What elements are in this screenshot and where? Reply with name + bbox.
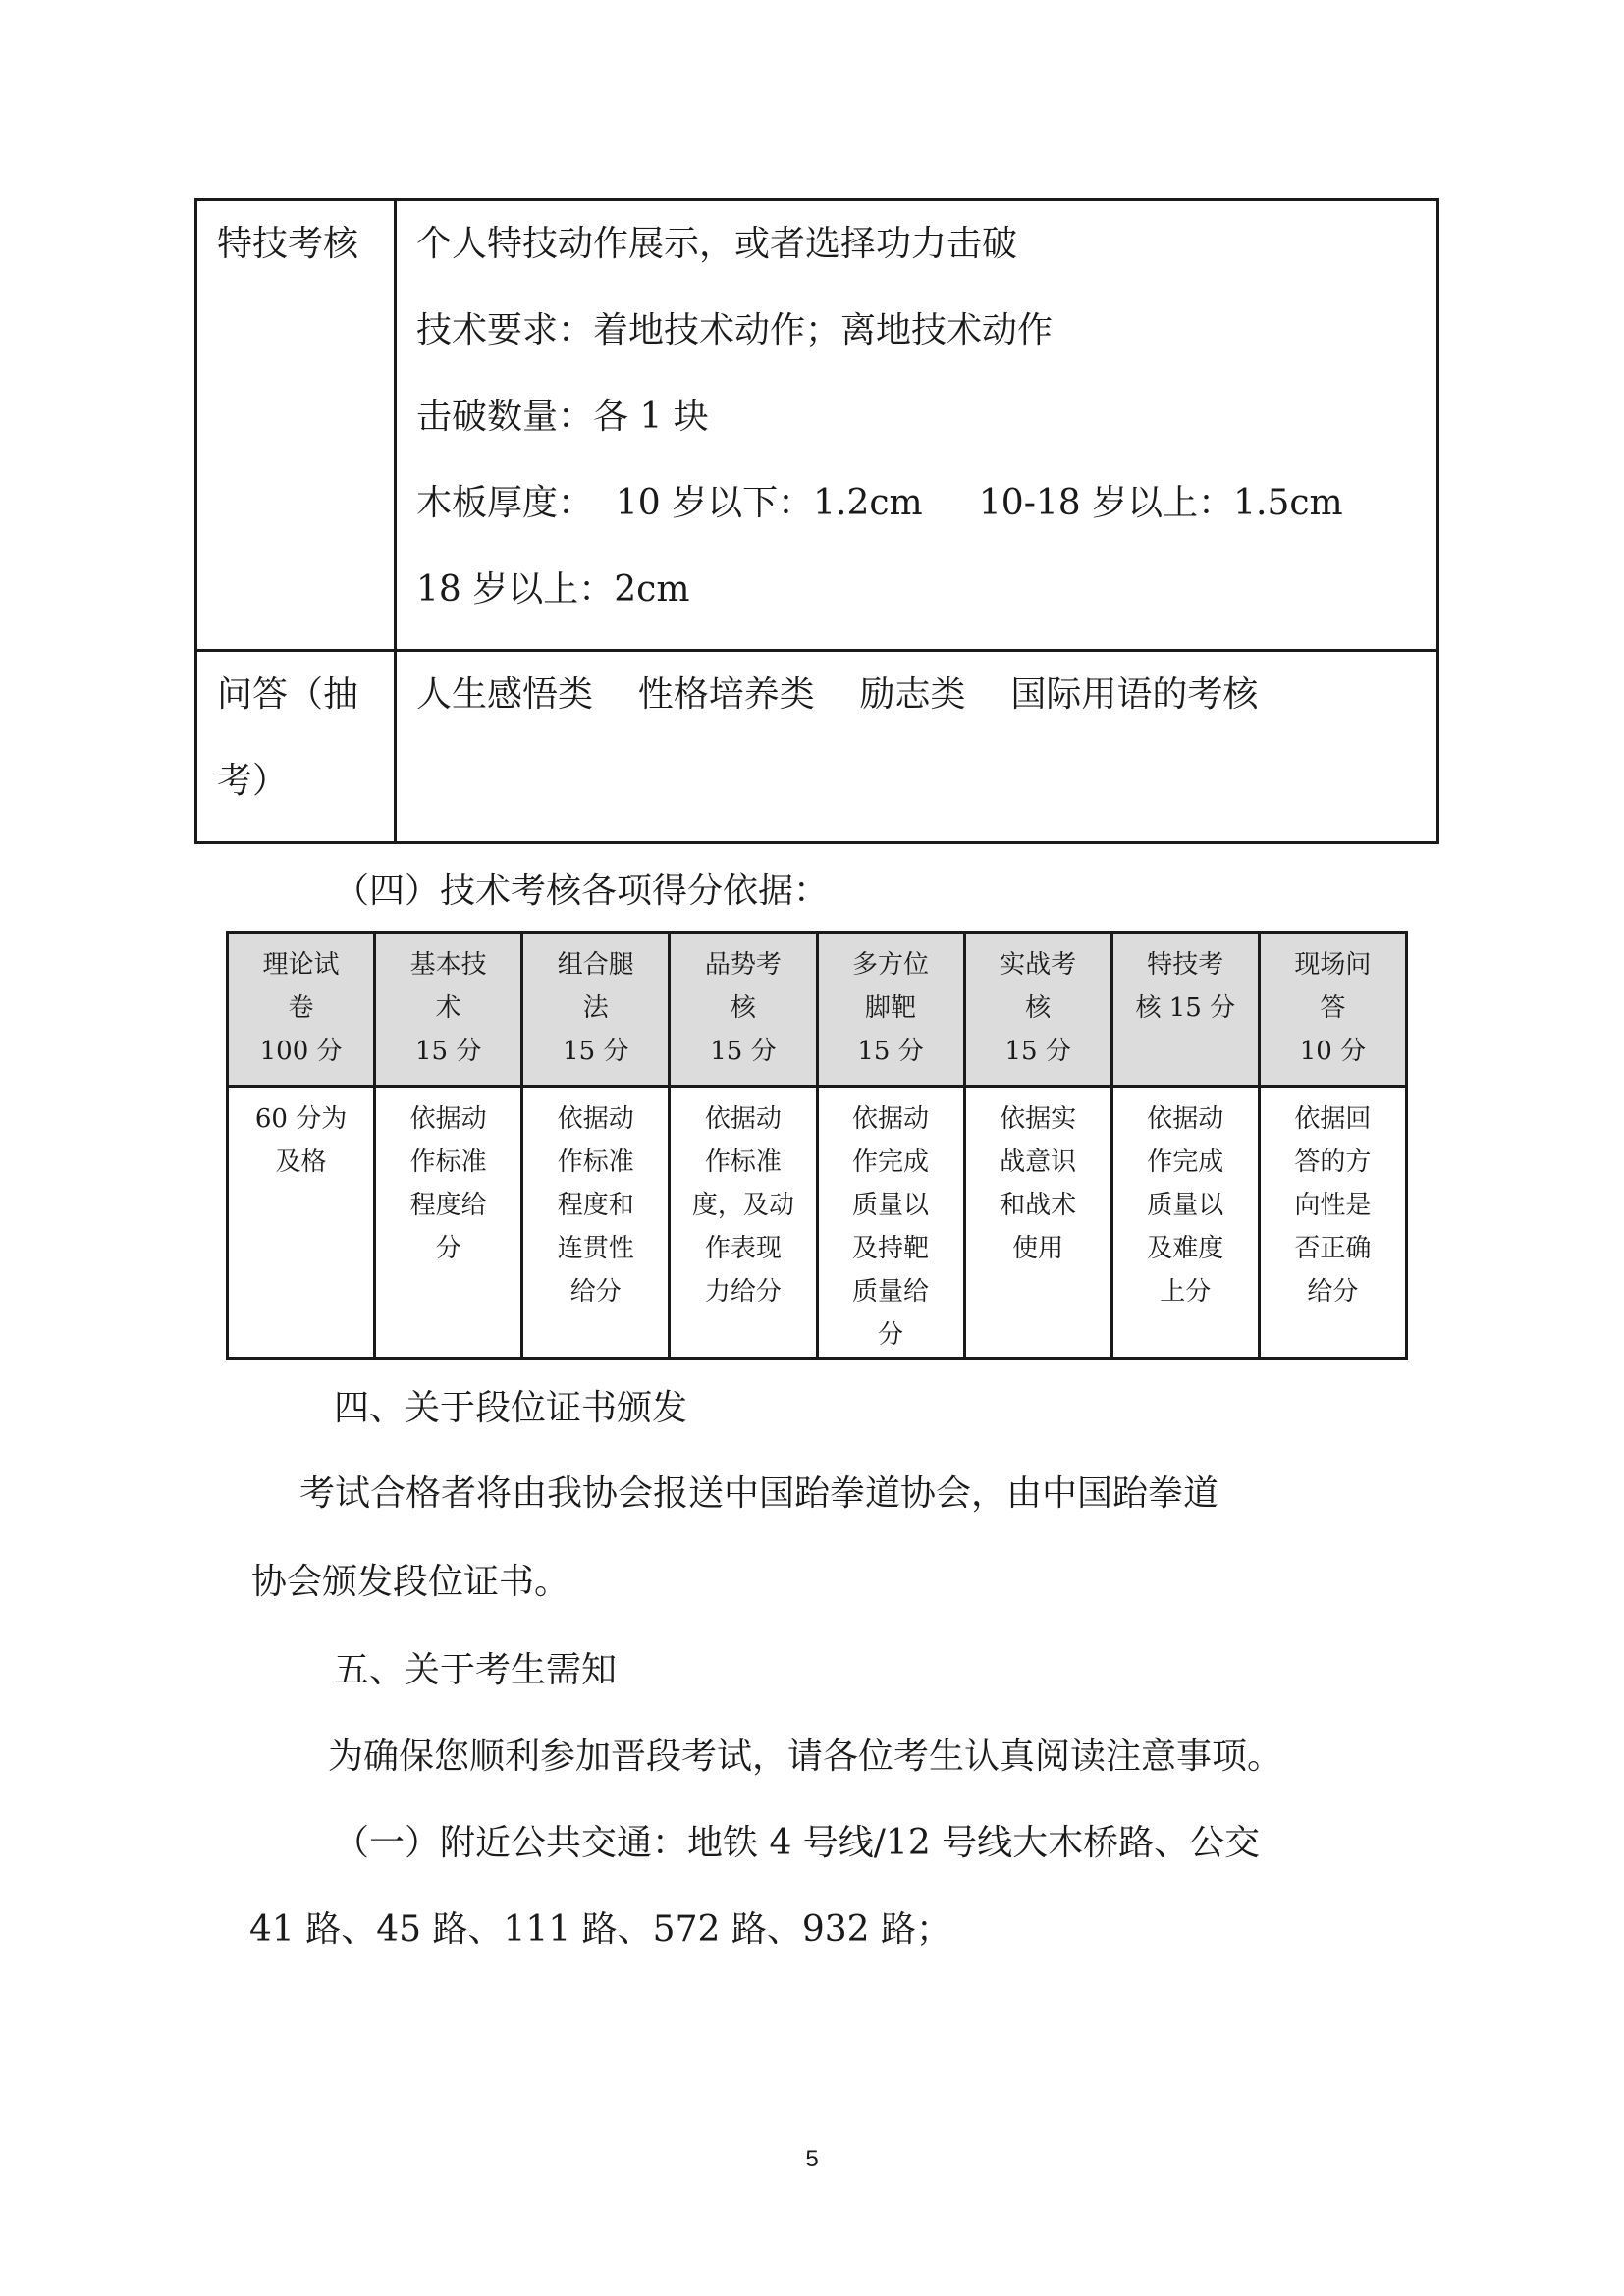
header-cell	[817, 933, 964, 1087]
row-label: 问答（抽	[217, 674, 359, 715]
section-heading: 五、关于考生需知	[334, 1650, 618, 1690]
header-cell	[522, 933, 670, 1087]
table-row	[196, 200, 1438, 651]
criteria-text: 作完成	[852, 1148, 930, 1177]
header-text: 组合腿	[557, 950, 634, 980]
criteria-text: 作标准	[557, 1148, 634, 1177]
criteria-text: 和战术	[1000, 1191, 1077, 1220]
criteria-text: 连贯性	[557, 1234, 634, 1263]
header-text: 15 分	[563, 1037, 629, 1066]
row-label: 考）	[217, 761, 289, 801]
criteria-text: 上分	[1160, 1277, 1212, 1307]
criteria-text: 使用	[1012, 1234, 1064, 1263]
criteria-text: 质量给	[852, 1277, 930, 1307]
header-text: 术	[435, 993, 461, 1023]
criteria-text: 作表现	[704, 1234, 782, 1263]
header-cell	[1259, 933, 1406, 1087]
content-line: 人生感悟类 性格培养类 励志类 国际用语的考核	[416, 674, 1259, 715]
row-label: 特技考核	[217, 224, 359, 264]
header-text: 15 分	[415, 1037, 482, 1066]
header-text: 实战考	[1000, 950, 1077, 980]
exam-items-table	[194, 198, 1439, 844]
criteria-text: 作完成	[1147, 1148, 1224, 1177]
header-text: 15 分	[1004, 1037, 1071, 1066]
criteria-text: 分	[435, 1234, 461, 1263]
criteria-text: 及格	[275, 1148, 327, 1177]
criteria-cell	[1111, 1087, 1259, 1359]
criteria-text: 程度给	[409, 1191, 487, 1220]
header-cell	[964, 933, 1111, 1087]
content-line: 18 岁以上：2cm	[416, 569, 690, 610]
header-row	[228, 933, 1407, 1087]
criteria-text: 战意识	[1000, 1148, 1077, 1177]
criteria-text: 向性是	[1294, 1191, 1372, 1220]
header-text: 15 分	[710, 1037, 777, 1066]
header-cell	[228, 933, 375, 1087]
criteria-text: 依据动	[704, 1104, 782, 1134]
header-text: 卷	[288, 993, 314, 1023]
content-line: 技术要求：着地技术动作；离地技术动作	[416, 310, 1054, 350]
header-text: 100 分	[259, 1037, 343, 1066]
criteria-cell	[817, 1087, 964, 1359]
score-heading: （四）技术考核各项得分依据：	[334, 871, 830, 911]
criteria-cell	[228, 1087, 375, 1359]
header-text: 品势考	[704, 950, 782, 980]
criteria-text: 分	[878, 1320, 904, 1350]
criteria-text: 及持靶	[852, 1234, 930, 1263]
row-content-cell	[396, 200, 1438, 651]
criteria-text: 作标准	[704, 1148, 782, 1177]
paragraph-line: （一）附近公共交通：地铁 4 号线/12 号线大木桥路、公交	[334, 1823, 1261, 1863]
header-cell	[1111, 933, 1259, 1087]
criteria-text: 给分	[569, 1277, 622, 1307]
criteria-cell	[522, 1087, 670, 1359]
criteria-text: 依据动	[409, 1104, 487, 1134]
header-text: 法	[582, 993, 609, 1023]
header-text: 核 15 分	[1135, 993, 1236, 1023]
criteria-cell	[1259, 1087, 1406, 1359]
criteria-text: 程度和	[557, 1191, 634, 1220]
page-number: 5	[805, 2146, 819, 2172]
header-text: 基本技	[409, 950, 487, 980]
header-text: 15 分	[857, 1037, 924, 1066]
criteria-text: 依据动	[557, 1104, 634, 1134]
row-label-cell	[196, 200, 396, 651]
header-cell	[375, 933, 522, 1087]
header-text: 10 分	[1299, 1037, 1367, 1066]
header-text: 多方位	[852, 950, 930, 980]
criteria-row	[228, 1087, 1407, 1359]
content-line: 个人特技动作展示，或者选择功力击破	[416, 224, 1018, 264]
criteria-text: 力给分	[704, 1277, 782, 1307]
criteria-cell	[375, 1087, 522, 1359]
paragraph-line: 考试合格者将由我协会报送中国跆拳道协会，由中国跆拳道	[299, 1473, 1219, 1514]
criteria-cell	[964, 1087, 1111, 1359]
criteria-text: 给分	[1307, 1277, 1359, 1307]
paragraph-line: 41 路、45 路、111 路、572 路、932 路；	[249, 1909, 951, 1949]
criteria-text: 否正确	[1294, 1234, 1372, 1263]
table-row	[196, 651, 1438, 843]
content-line: 木板厚度： 10 岁以下：1.2cm 10-18 岁以上：1.5cm	[416, 483, 1343, 523]
criteria-text: 60 分为	[254, 1104, 348, 1134]
header-cell	[670, 933, 817, 1087]
header-text: 核	[730, 993, 756, 1023]
criteria-text: 依据动	[1147, 1104, 1224, 1134]
criteria-text: 度，及动	[691, 1191, 794, 1220]
paragraph-line: 为确保您顺利参加晋段考试，请各位考生认真阅读注意事项。	[328, 1736, 1283, 1777]
content-line: 击破数量：各 1 块	[416, 397, 709, 437]
paragraph-line: 协会颁发段位证书。	[251, 1562, 570, 1602]
header-text: 答	[1320, 993, 1346, 1023]
header-text: 核	[1025, 993, 1052, 1023]
criteria-text: 答的方	[1294, 1148, 1372, 1177]
score-criteria-table	[226, 931, 1408, 1360]
header-text: 脚靶	[865, 993, 917, 1023]
header-text: 理论试	[262, 950, 340, 980]
criteria-text: 依据实	[1000, 1104, 1077, 1134]
criteria-text: 依据动	[852, 1104, 930, 1134]
criteria-text: 作标准	[409, 1148, 487, 1177]
header-text: 现场问	[1294, 950, 1372, 980]
row-content-cell	[396, 651, 1438, 843]
criteria-cell	[670, 1087, 817, 1359]
header-text: 特技考	[1147, 950, 1224, 980]
criteria-text: 质量以	[1147, 1191, 1224, 1220]
criteria-text: 及难度	[1147, 1234, 1224, 1263]
section-heading: 四、关于段位证书颁发	[334, 1388, 688, 1428]
criteria-text: 质量以	[852, 1191, 930, 1220]
criteria-text: 依据回	[1294, 1104, 1372, 1134]
row-label-cell	[196, 651, 396, 843]
